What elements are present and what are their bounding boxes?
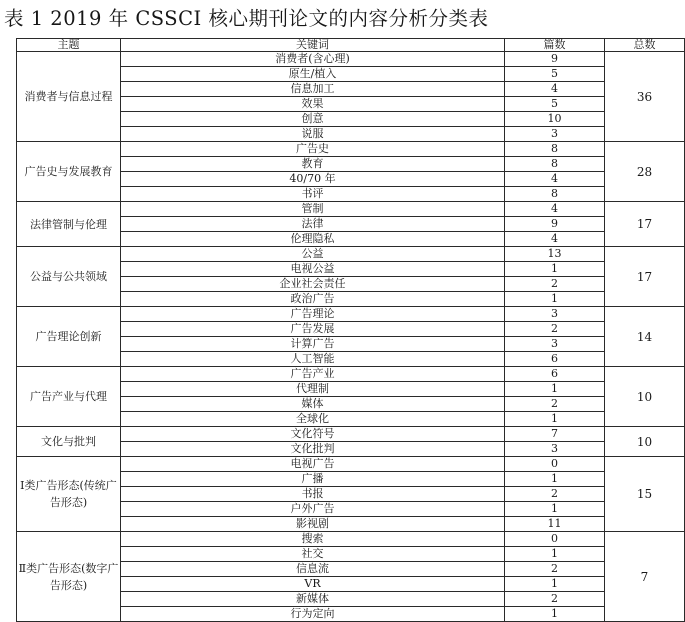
count-cell: 8 (505, 157, 605, 172)
count-cell: 8 (505, 142, 605, 157)
count-cell: 3 (505, 337, 605, 352)
count-cell: 2 (505, 397, 605, 412)
keyword-cell: 广告发展 (121, 322, 505, 337)
count-cell: 1 (505, 502, 605, 517)
keyword-cell: VR (121, 577, 505, 592)
total-cell: 7 (605, 532, 685, 622)
keyword-cell: 法律 (121, 217, 505, 232)
count-cell: 1 (505, 607, 605, 622)
keyword-cell: 信息加工 (121, 82, 505, 97)
count-cell: 1 (505, 412, 605, 427)
header-topic: 主题 (17, 39, 121, 52)
keyword-cell: 文化符号 (121, 427, 505, 442)
count-cell: 10 (505, 112, 605, 127)
keyword-cell: 效果 (121, 97, 505, 112)
topic-cell: 公益与公共领域 (17, 247, 121, 307)
count-cell: 7 (505, 427, 605, 442)
table-row (17, 367, 685, 382)
keyword-cell: 新媒体 (121, 592, 505, 607)
count-cell: 9 (505, 217, 605, 232)
count-cell: 2 (505, 322, 605, 337)
count-cell: 1 (505, 262, 605, 277)
count-cell: 2 (505, 562, 605, 577)
count-cell: 8 (505, 187, 605, 202)
keyword-cell: 说服 (121, 127, 505, 142)
classification-table (16, 38, 685, 622)
count-cell: 3 (505, 442, 605, 457)
table-row (17, 247, 685, 262)
count-cell: 4 (505, 202, 605, 217)
topic-cell: 广告史与发展教育 (17, 142, 121, 202)
keyword-cell: 教育 (121, 157, 505, 172)
header-total: 总数 (605, 39, 685, 52)
count-cell: 2 (505, 487, 605, 502)
topic-cell: 消费者与信息过程 (17, 52, 121, 142)
total-cell: 10 (605, 427, 685, 457)
count-cell: 11 (505, 517, 605, 532)
count-cell: 1 (505, 382, 605, 397)
keyword-cell: 媒体 (121, 397, 505, 412)
keyword-cell: 计算广告 (121, 337, 505, 352)
table-row (17, 532, 685, 547)
keyword-cell: 文化批判 (121, 442, 505, 457)
topic-cell: Ⅱ类广告形态(数字广告形态) (17, 532, 121, 622)
keyword-cell: 管制 (121, 202, 505, 217)
count-cell: 6 (505, 367, 605, 382)
keyword-cell: 人工智能 (121, 352, 505, 367)
topic-cell: 文化与批判 (17, 427, 121, 457)
count-cell: 5 (505, 97, 605, 112)
table-title: 表 1 2019 年 CSSCI 核心期刊论文的内容分析分类表 (4, 7, 489, 30)
keyword-cell: 搜索 (121, 532, 505, 547)
count-cell: 2 (505, 592, 605, 607)
count-cell: 3 (505, 127, 605, 142)
keyword-cell: 创意 (121, 112, 505, 127)
count-cell: 2 (505, 277, 605, 292)
table-row (17, 202, 685, 217)
table-row (17, 142, 685, 157)
count-cell: 9 (505, 52, 605, 67)
keyword-cell: 广告理论 (121, 307, 505, 322)
keyword-cell: 伦理隐私 (121, 232, 505, 247)
table-row (17, 307, 685, 322)
count-cell: 4 (505, 82, 605, 97)
count-cell: 1 (505, 292, 605, 307)
total-cell: 15 (605, 457, 685, 532)
keyword-cell: 原生/植入 (121, 67, 505, 82)
keyword-cell: 行为定向 (121, 607, 505, 622)
keyword-cell: 代理制 (121, 382, 505, 397)
keyword-cell: 消费者(含心理) (121, 52, 505, 67)
count-cell: 5 (505, 67, 605, 82)
topic-cell: 法律管制与伦理 (17, 202, 121, 247)
total-cell: 17 (605, 247, 685, 307)
keyword-cell: 书评 (121, 187, 505, 202)
table-body (17, 52, 685, 622)
count-cell: 13 (505, 247, 605, 262)
header-keyword: 关键词 (121, 39, 505, 52)
table-row (17, 457, 685, 472)
keyword-cell: 电视公益 (121, 262, 505, 277)
count-cell: 1 (505, 472, 605, 487)
total-cell: 28 (605, 142, 685, 202)
keyword-cell: 影视剧 (121, 517, 505, 532)
count-cell: 6 (505, 352, 605, 367)
keyword-cell: 社交 (121, 547, 505, 562)
count-cell: 1 (505, 577, 605, 592)
total-cell: 14 (605, 307, 685, 367)
keyword-cell: 广告产业 (121, 367, 505, 382)
count-cell: 3 (505, 307, 605, 322)
keyword-cell: 政治广告 (121, 292, 505, 307)
keyword-cell: 全球化 (121, 412, 505, 427)
keyword-cell: 企业社会责任 (121, 277, 505, 292)
table-row (17, 52, 685, 67)
keyword-cell: 40/70 年 (121, 172, 505, 187)
count-cell: 0 (505, 532, 605, 547)
topic-cell: Ⅰ类广告形态(传统广告形态) (17, 457, 121, 532)
keyword-cell: 书报 (121, 487, 505, 502)
keyword-cell: 公益 (121, 247, 505, 262)
keyword-cell: 广播 (121, 472, 505, 487)
count-cell: 4 (505, 172, 605, 187)
keyword-cell: 广告史 (121, 142, 505, 157)
count-cell: 4 (505, 232, 605, 247)
keyword-cell: 电视广告 (121, 457, 505, 472)
table-row (17, 427, 685, 442)
total-cell: 36 (605, 52, 685, 142)
count-cell: 1 (505, 547, 605, 562)
header-count: 篇数 (505, 39, 605, 52)
count-cell: 0 (505, 457, 605, 472)
topic-cell: 广告理论创新 (17, 307, 121, 367)
keyword-cell: 信息流 (121, 562, 505, 577)
keyword-cell: 户外广告 (121, 502, 505, 517)
header-row (17, 39, 685, 52)
total-cell: 10 (605, 367, 685, 427)
total-cell: 17 (605, 202, 685, 247)
topic-cell: 广告产业与代理 (17, 367, 121, 427)
